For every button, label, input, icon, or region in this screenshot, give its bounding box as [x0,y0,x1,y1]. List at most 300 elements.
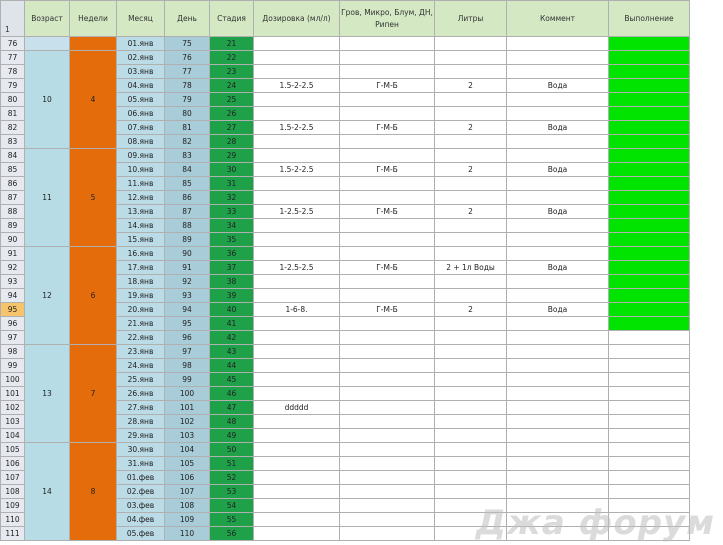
age-cell[interactable]: 11 [25,149,70,247]
dosage-cell[interactable] [254,499,340,513]
day-cell[interactable]: 75 [165,37,210,51]
liters-cell[interactable] [435,317,507,331]
comment-cell[interactable]: Вода [507,163,609,177]
done-cell[interactable] [609,233,690,247]
row-number[interactable]: 102 [1,401,25,415]
comment-cell[interactable] [507,135,609,149]
done-cell[interactable] [609,177,690,191]
done-cell[interactable] [609,527,690,541]
liters-cell[interactable] [435,275,507,289]
week-cell[interactable]: 5 [70,149,117,247]
month-cell[interactable]: 13.янв [117,205,165,219]
liters-cell[interactable] [435,135,507,149]
nutrients-cell[interactable] [340,401,435,415]
month-cell[interactable]: 09.янв [117,149,165,163]
nutrients-cell[interactable]: Г-М-Б [340,163,435,177]
comment-cell[interactable] [507,345,609,359]
done-cell[interactable] [609,275,690,289]
done-cell[interactable] [609,107,690,121]
dosage-cell[interactable] [254,373,340,387]
row-number[interactable]: 110 [1,513,25,527]
dosage-cell[interactable]: 1-2.5-2.5 [254,261,340,275]
comment-cell[interactable] [507,471,609,485]
done-cell[interactable] [609,93,690,107]
liters-cell[interactable] [435,401,507,415]
stage-cell[interactable]: 56 [210,527,254,541]
comment-cell[interactable]: Вода [507,261,609,275]
month-cell[interactable]: 02.фев [117,485,165,499]
day-cell[interactable]: 82 [165,135,210,149]
comment-cell[interactable] [507,387,609,401]
stage-cell[interactable]: 31 [210,177,254,191]
liters-cell[interactable] [435,219,507,233]
day-cell[interactable]: 80 [165,107,210,121]
dosage-cell[interactable] [254,65,340,79]
comment-cell[interactable] [507,359,609,373]
nutrients-cell[interactable] [340,289,435,303]
comment-cell[interactable] [507,317,609,331]
nutrients-cell[interactable] [340,443,435,457]
comment-cell[interactable] [507,513,609,527]
month-cell[interactable]: 29.янв [117,429,165,443]
row-number[interactable]: 82 [1,121,25,135]
done-cell[interactable] [609,79,690,93]
liters-cell[interactable] [435,457,507,471]
nutrients-cell[interactable] [340,37,435,51]
month-cell[interactable]: 07.янв [117,121,165,135]
liters-cell[interactable] [435,177,507,191]
month-cell[interactable]: 01.фев [117,471,165,485]
header-liters[interactable]: Литры [435,1,507,37]
dosage-cell[interactable] [254,51,340,65]
done-cell[interactable] [609,163,690,177]
liters-cell[interactable] [435,387,507,401]
day-cell[interactable]: 109 [165,513,210,527]
nutrients-cell[interactable] [340,513,435,527]
comment-cell[interactable] [507,527,609,541]
nutrients-cell[interactable] [340,387,435,401]
comment-cell[interactable] [507,65,609,79]
month-cell[interactable]: 19.янв [117,289,165,303]
nutrients-cell[interactable] [340,345,435,359]
header-nutrients[interactable]: Гров, Микро, Блум, ДН, Рипен [340,1,435,37]
stage-cell[interactable]: 44 [210,359,254,373]
dosage-cell[interactable] [254,191,340,205]
stage-cell[interactable]: 52 [210,471,254,485]
day-cell[interactable]: 92 [165,275,210,289]
day-cell[interactable]: 77 [165,65,210,79]
week-cell[interactable] [70,37,117,51]
nutrients-cell[interactable] [340,93,435,107]
month-cell[interactable]: 30.янв [117,443,165,457]
week-cell[interactable]: 8 [70,443,117,541]
dosage-cell[interactable] [254,275,340,289]
done-cell[interactable] [609,261,690,275]
comment-cell[interactable] [507,429,609,443]
nutrients-cell[interactable] [340,275,435,289]
stage-cell[interactable]: 37 [210,261,254,275]
month-cell[interactable]: 14.янв [117,219,165,233]
done-cell[interactable] [609,415,690,429]
dosage-cell[interactable] [254,37,340,51]
liters-cell[interactable] [435,359,507,373]
stage-cell[interactable]: 54 [210,499,254,513]
month-cell[interactable]: 15.янв [117,233,165,247]
done-cell[interactable] [609,51,690,65]
stage-cell[interactable]: 29 [210,149,254,163]
liters-cell[interactable] [435,149,507,163]
month-cell[interactable]: 16.янв [117,247,165,261]
month-cell[interactable]: 04.янв [117,79,165,93]
dosage-cell[interactable]: ddddd [254,401,340,415]
row-number[interactable]: 101 [1,387,25,401]
day-cell[interactable]: 96 [165,331,210,345]
done-cell[interactable] [609,37,690,51]
done-cell[interactable] [609,191,690,205]
stage-cell[interactable]: 28 [210,135,254,149]
stage-cell[interactable]: 30 [210,163,254,177]
header-done[interactable]: Выполнение [609,1,690,37]
day-cell[interactable]: 101 [165,401,210,415]
liters-cell[interactable] [435,93,507,107]
liters-cell[interactable] [435,233,507,247]
comment-cell[interactable] [507,247,609,261]
done-cell[interactable] [609,457,690,471]
comment-cell[interactable]: Вода [507,79,609,93]
stage-cell[interactable]: 22 [210,51,254,65]
done-cell[interactable] [609,345,690,359]
comment-cell[interactable]: Вода [507,205,609,219]
liters-cell[interactable] [435,513,507,527]
row-number[interactable]: 98 [1,345,25,359]
liters-cell[interactable] [435,65,507,79]
dosage-cell[interactable] [254,107,340,121]
done-cell[interactable] [609,499,690,513]
nutrients-cell[interactable]: Г-М-Б [340,79,435,93]
nutrients-cell[interactable] [340,247,435,261]
liters-cell[interactable] [435,373,507,387]
age-cell[interactable]: 10 [25,51,70,149]
day-cell[interactable]: 100 [165,387,210,401]
stage-cell[interactable]: 49 [210,429,254,443]
row-number[interactable]: 103 [1,415,25,429]
dosage-cell[interactable] [254,149,340,163]
month-cell[interactable]: 21.янв [117,317,165,331]
row-number[interactable]: 1 [1,1,25,37]
done-cell[interactable] [609,471,690,485]
age-cell[interactable]: 12 [25,247,70,345]
liters-cell[interactable] [435,345,507,359]
month-cell[interactable]: 25.янв [117,373,165,387]
row-number[interactable]: 104 [1,429,25,443]
comment-cell[interactable] [507,191,609,205]
dosage-cell[interactable] [254,135,340,149]
stage-cell[interactable]: 35 [210,233,254,247]
done-cell[interactable] [609,65,690,79]
month-cell[interactable]: 02.янв [117,51,165,65]
row-number[interactable]: 105 [1,443,25,457]
row-number[interactable]: 91 [1,247,25,261]
comment-cell[interactable] [507,485,609,499]
dosage-cell[interactable] [254,387,340,401]
row-number[interactable]: 76 [1,37,25,51]
row-number[interactable]: 107 [1,471,25,485]
liters-cell[interactable] [435,51,507,65]
day-cell[interactable]: 78 [165,79,210,93]
comment-cell[interactable] [507,51,609,65]
header-month[interactable]: Месяц [117,1,165,37]
day-cell[interactable]: 108 [165,499,210,513]
row-number[interactable]: 84 [1,149,25,163]
nutrients-cell[interactable] [340,135,435,149]
comment-cell[interactable] [507,93,609,107]
day-cell[interactable]: 110 [165,527,210,541]
comment-cell[interactable] [507,233,609,247]
stage-cell[interactable]: 40 [210,303,254,317]
month-cell[interactable]: 04.фев [117,513,165,527]
dosage-cell[interactable] [254,233,340,247]
nutrients-cell[interactable] [340,219,435,233]
month-cell[interactable]: 03.фев [117,499,165,513]
day-cell[interactable]: 89 [165,233,210,247]
month-cell[interactable]: 11.янв [117,177,165,191]
comment-cell[interactable]: Вода [507,121,609,135]
row-number[interactable]: 96 [1,317,25,331]
stage-cell[interactable]: 45 [210,373,254,387]
comment-cell[interactable] [507,275,609,289]
row-number[interactable]: 94 [1,289,25,303]
day-cell[interactable]: 88 [165,219,210,233]
stage-cell[interactable]: 26 [210,107,254,121]
dosage-cell[interactable]: 1.5-2-2.5 [254,121,340,135]
nutrients-cell[interactable] [340,415,435,429]
nutrients-cell[interactable] [340,373,435,387]
liters-cell[interactable] [435,499,507,513]
day-cell[interactable]: 99 [165,373,210,387]
done-cell[interactable] [609,387,690,401]
comment-cell[interactable] [507,457,609,471]
nutrients-cell[interactable] [340,429,435,443]
day-cell[interactable]: 97 [165,345,210,359]
stage-cell[interactable]: 50 [210,443,254,457]
liters-cell[interactable] [435,415,507,429]
header-weeks[interactable]: Недели [70,1,117,37]
liters-cell[interactable] [435,107,507,121]
month-cell[interactable]: 24.янв [117,359,165,373]
day-cell[interactable]: 104 [165,443,210,457]
liters-cell[interactable] [435,443,507,457]
row-number[interactable]: 90 [1,233,25,247]
dosage-cell[interactable] [254,429,340,443]
comment-cell[interactable] [507,37,609,51]
stage-cell[interactable]: 32 [210,191,254,205]
dosage-cell[interactable] [254,317,340,331]
stage-cell[interactable]: 38 [210,275,254,289]
done-cell[interactable] [609,317,690,331]
done-cell[interactable] [609,135,690,149]
comment-cell[interactable]: Вода [507,303,609,317]
row-number[interactable]: 88 [1,205,25,219]
stage-cell[interactable]: 46 [210,387,254,401]
month-cell[interactable]: 10.янв [117,163,165,177]
comment-cell[interactable] [507,415,609,429]
done-cell[interactable] [609,485,690,499]
nutrients-cell[interactable] [340,51,435,65]
month-cell[interactable]: 06.янв [117,107,165,121]
nutrients-cell[interactable] [340,107,435,121]
day-cell[interactable]: 103 [165,429,210,443]
stage-cell[interactable]: 43 [210,345,254,359]
stage-cell[interactable]: 33 [210,205,254,219]
month-cell[interactable]: 28.янв [117,415,165,429]
stage-cell[interactable]: 48 [210,415,254,429]
day-cell[interactable]: 90 [165,247,210,261]
day-cell[interactable]: 86 [165,191,210,205]
done-cell[interactable] [609,429,690,443]
age-cell[interactable]: 13 [25,345,70,443]
done-cell[interactable] [609,289,690,303]
done-cell[interactable] [609,247,690,261]
week-cell[interactable]: 7 [70,345,117,443]
stage-cell[interactable]: 21 [210,37,254,51]
month-cell[interactable]: 01.янв [117,37,165,51]
stage-cell[interactable]: 42 [210,331,254,345]
week-cell[interactable]: 4 [70,51,117,149]
day-cell[interactable]: 91 [165,261,210,275]
liters-cell[interactable]: 2 [435,303,507,317]
day-cell[interactable]: 98 [165,359,210,373]
nutrients-cell[interactable]: Г-М-Б [340,261,435,275]
liters-cell[interactable] [435,471,507,485]
nutrients-cell[interactable]: Г-М-Б [340,121,435,135]
stage-cell[interactable]: 23 [210,65,254,79]
row-number[interactable]: 93 [1,275,25,289]
dosage-cell[interactable] [254,345,340,359]
nutrients-cell[interactable] [340,471,435,485]
dosage-cell[interactable] [254,289,340,303]
nutrients-cell[interactable] [340,191,435,205]
age-cell[interactable] [25,37,70,51]
done-cell[interactable] [609,359,690,373]
nutrients-cell[interactable] [340,233,435,247]
month-cell[interactable]: 03.янв [117,65,165,79]
comment-cell[interactable] [507,443,609,457]
day-cell[interactable]: 95 [165,317,210,331]
nutrients-cell[interactable] [340,317,435,331]
comment-cell[interactable] [507,499,609,513]
nutrients-cell[interactable] [340,527,435,541]
dosage-cell[interactable] [254,359,340,373]
header-dosage[interactable]: Дозировка (мл/л) [254,1,340,37]
month-cell[interactable]: 05.янв [117,93,165,107]
row-number[interactable]: 80 [1,93,25,107]
row-number[interactable]: 78 [1,65,25,79]
stage-cell[interactable]: 39 [210,289,254,303]
stage-cell[interactable]: 36 [210,247,254,261]
nutrients-cell[interactable]: Г-М-Б [340,205,435,219]
comment-cell[interactable] [507,107,609,121]
day-cell[interactable]: 76 [165,51,210,65]
dosage-cell[interactable] [254,471,340,485]
day-cell[interactable]: 106 [165,471,210,485]
comment-cell[interactable] [507,373,609,387]
dosage-cell[interactable] [254,415,340,429]
done-cell[interactable] [609,401,690,415]
month-cell[interactable]: 17.янв [117,261,165,275]
month-cell[interactable]: 27.янв [117,401,165,415]
week-cell[interactable]: 6 [70,247,117,345]
row-number[interactable]: 95 [1,303,25,317]
stage-cell[interactable]: 34 [210,219,254,233]
done-cell[interactable] [609,219,690,233]
comment-cell[interactable] [507,177,609,191]
month-cell[interactable]: 05.фев [117,527,165,541]
age-cell[interactable]: 14 [25,443,70,541]
day-cell[interactable]: 81 [165,121,210,135]
month-cell[interactable]: 22.янв [117,331,165,345]
nutrients-cell[interactable] [340,499,435,513]
done-cell[interactable] [609,149,690,163]
liters-cell[interactable] [435,485,507,499]
month-cell[interactable]: 31.янв [117,457,165,471]
dosage-cell[interactable] [254,513,340,527]
header-stage[interactable]: Стадия [210,1,254,37]
nutrients-cell[interactable] [340,65,435,79]
row-number[interactable]: 106 [1,457,25,471]
dosage-cell[interactable] [254,485,340,499]
liters-cell[interactable] [435,289,507,303]
liters-cell[interactable]: 2 [435,121,507,135]
month-cell[interactable]: 18.янв [117,275,165,289]
nutrients-cell[interactable]: Г-М-Б [340,303,435,317]
row-number[interactable]: 97 [1,331,25,345]
day-cell[interactable]: 107 [165,485,210,499]
dosage-cell[interactable] [254,331,340,345]
stage-cell[interactable]: 47 [210,401,254,415]
stage-cell[interactable]: 25 [210,93,254,107]
month-cell[interactable]: 26.янв [117,387,165,401]
liters-cell[interactable]: 2 [435,205,507,219]
month-cell[interactable]: 20.янв [117,303,165,317]
liters-cell[interactable] [435,429,507,443]
day-cell[interactable]: 102 [165,415,210,429]
day-cell[interactable]: 85 [165,177,210,191]
liters-cell[interactable]: 2 + 1л Воды [435,261,507,275]
row-number[interactable]: 85 [1,163,25,177]
row-number[interactable]: 81 [1,107,25,121]
dosage-cell[interactable] [254,457,340,471]
dosage-cell[interactable]: 1.5-2-2.5 [254,163,340,177]
comment-cell[interactable] [507,331,609,345]
done-cell[interactable] [609,373,690,387]
nutrients-cell[interactable] [340,359,435,373]
liters-cell[interactable] [435,527,507,541]
liters-cell[interactable]: 2 [435,163,507,177]
row-number[interactable]: 83 [1,135,25,149]
nutrients-cell[interactable] [340,331,435,345]
liters-cell[interactable] [435,331,507,345]
stage-cell[interactable]: 51 [210,457,254,471]
stage-cell[interactable]: 27 [210,121,254,135]
day-cell[interactable]: 105 [165,457,210,471]
dosage-cell[interactable] [254,527,340,541]
day-cell[interactable]: 79 [165,93,210,107]
row-number[interactable]: 89 [1,219,25,233]
nutrients-cell[interactable] [340,149,435,163]
header-comment[interactable]: Коммент [507,1,609,37]
done-cell[interactable] [609,331,690,345]
dosage-cell[interactable] [254,219,340,233]
